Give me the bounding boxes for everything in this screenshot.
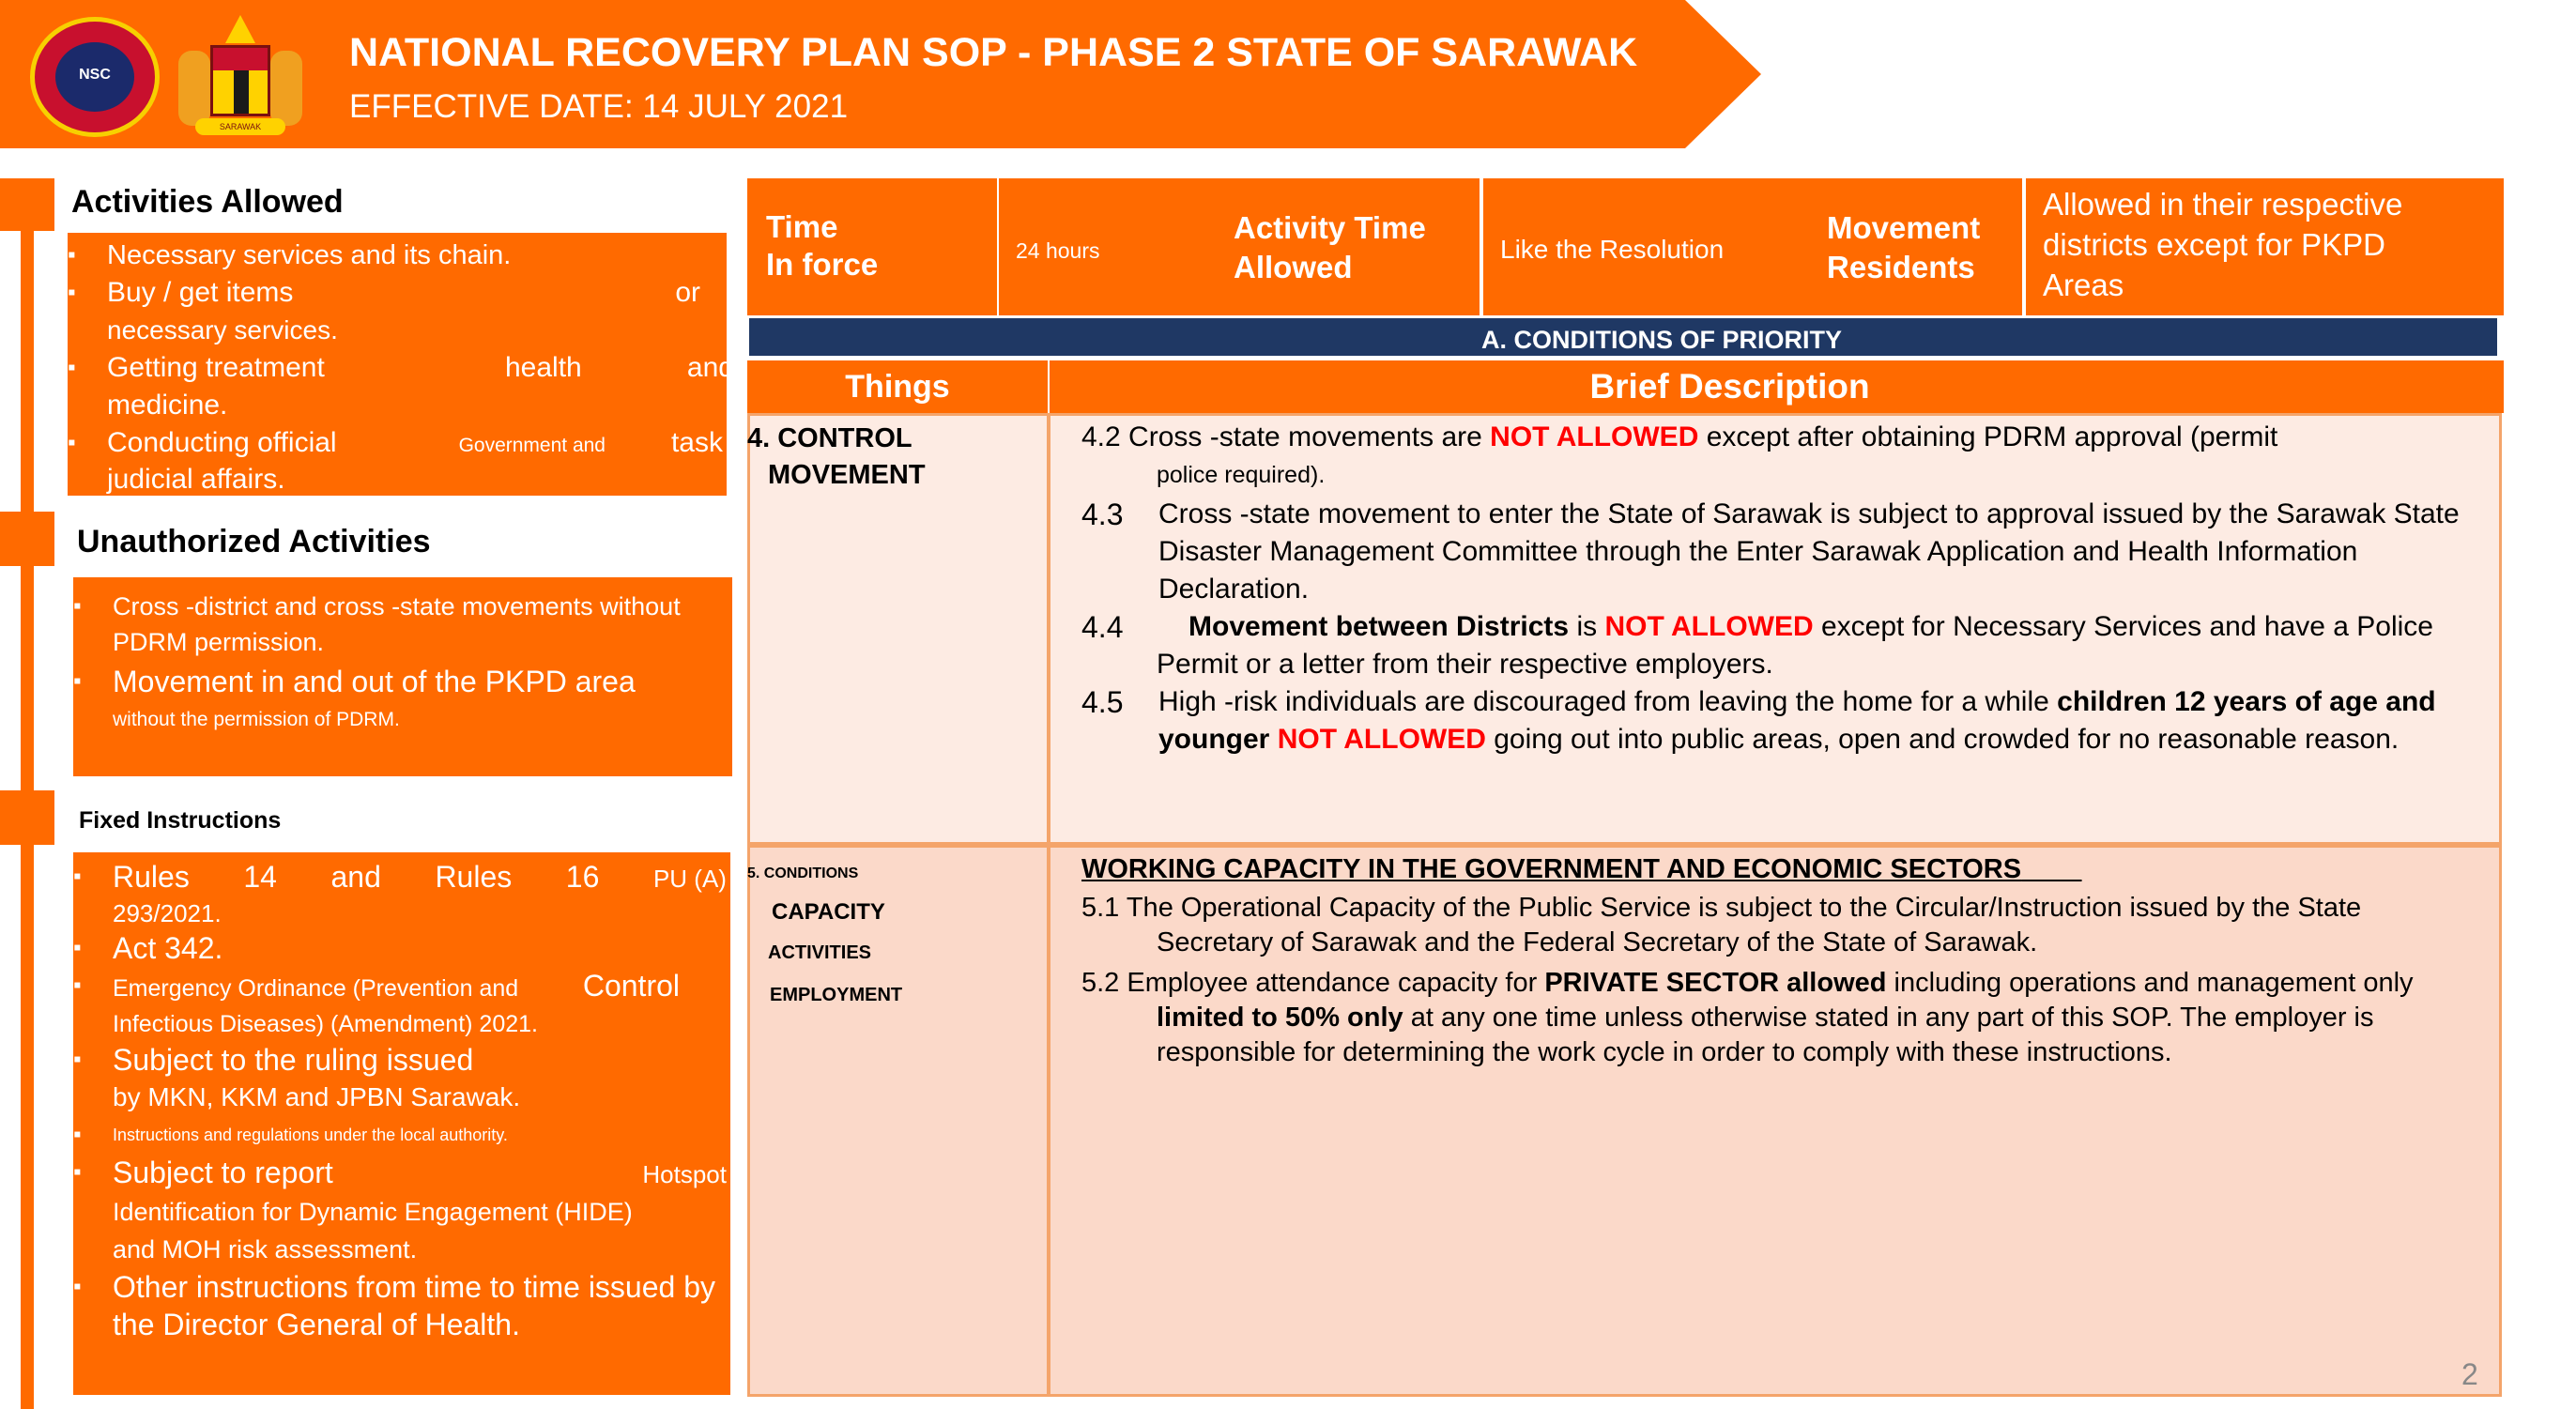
working-capacity-heading: WORKING CAPACITY IN THE GOVERNMENT AND ECONOMIC SECTORS bbox=[1081, 854, 2022, 884]
fixed-item: ▪ Subject to report Hotspot Identification for Dynamic Engagement (HIDE) and MOH risk assessment. bbox=[73, 1154, 727, 1268]
allowed-item: ▪ Conducting official Government and task judicial affairs. bbox=[68, 424, 727, 498]
item-5-1: 5.1 The Operational Capacity of the Public Service is subject to the Circular/Instruction issued by the State Secretary of Sarawak and the Federal Secretary of the State of Sarawak. bbox=[1081, 893, 2362, 957]
nsc-logo-text: NSC bbox=[79, 67, 111, 83]
fixed-item: ▪ Act 342. bbox=[73, 929, 727, 967]
time-in-force-cell bbox=[747, 178, 997, 315]
page-subtitle: EFFECTIVE DATE: 14 JULY 2021 bbox=[349, 88, 849, 125]
things-header: Things bbox=[747, 360, 1048, 413]
item-4-4: 4.4 Movement between Districts is NOT ALLOWED except for Necessary Services and have a Police Permit or a letter from their respective employers. bbox=[1081, 610, 2433, 680]
sarawak-crest-logo bbox=[167, 13, 314, 139]
section-title: A. CONDITIONS OF PRIORITY bbox=[1480, 326, 1842, 354]
crest-ribbon-text: SARAWAK bbox=[195, 118, 285, 135]
unauthorized-box bbox=[73, 577, 732, 776]
in-force-label: In force bbox=[766, 247, 879, 282]
description-header: Brief Description bbox=[1050, 360, 2504, 413]
movement-residents-label: Movement Residents bbox=[1827, 210, 1981, 284]
item-5-2: 5.2 Employee attendance capacity for PRIVATE SECTOR allowed including operations and management only limited to 50% only at any one time unless otherwise stated in any part of this SOP. The employer is responsible for determining the work cycle in order to comply with these instructions. bbox=[1081, 968, 2414, 1067]
time-value: 24 hours bbox=[1016, 238, 1100, 263]
activity-value: Like the Resolution bbox=[1500, 235, 1725, 264]
page-number: 2 bbox=[2461, 1357, 2478, 1391]
activity-value-cell bbox=[1483, 178, 2022, 315]
item-4-5: 4.5 High -risk individuals are discouraged from leaving the home for a while children 12 years of age and younger NOT ALLOWED going out into public areas, open and crowded for no reasonable reason. bbox=[1081, 685, 2436, 755]
row2-description bbox=[1081, 852, 2478, 1070]
allowed-item: ▪ Necessary services and its chain. bbox=[68, 237, 727, 274]
unauthorized-item: ▪ Cross -district and cross -state movements without PDRM permission. bbox=[73, 589, 721, 660]
row1-description bbox=[1081, 419, 2471, 758]
activity-time-label: Activity Time Allowed bbox=[1234, 210, 1426, 284]
allowed-heading: Activities Allowed bbox=[71, 184, 344, 220]
allowed-item: ▪ Buy / get items or necessary services. bbox=[68, 274, 727, 349]
fixed-heading: Fixed Instructions bbox=[79, 807, 282, 834]
fixed-item: ▪ Emergency Ordinance (Prevention and Control Infectious Diseases) (Amendment) 2021. bbox=[73, 967, 727, 1041]
fixed-item: ▪ Rules 14 and Rules 16 PU (A) 293/2021. bbox=[73, 858, 727, 929]
unauthorized-tab bbox=[0, 512, 54, 566]
item-4-2: 4.2 Cross -state movements are NOT ALLOWED except after obtaining PDRM approval (permit police required). bbox=[1081, 421, 2278, 488]
allowed-box bbox=[68, 233, 734, 496]
unauthorized-item: ▪ Movement in and out of the PKPD area without the permission of PDRM. bbox=[73, 662, 721, 739]
fixed-item: ▪ Other instructions from time to time issued by the Director General of Health. bbox=[73, 1268, 727, 1343]
time-label: Time bbox=[766, 209, 838, 244]
allowed-item: ▪ Getting treatment health and medicine. bbox=[68, 349, 727, 424]
row1-thing: 4. CONTROL MOVEMENT bbox=[747, 423, 926, 490]
fixed-item: ▪ Instructions and regulations under the local authority. bbox=[73, 1116, 727, 1154]
unauthorized-heading: Unauthorized Activities bbox=[77, 524, 431, 559]
fixed-item: ▪ Subject to the ruling issued by MKN, KKM and JPBN Sarawak. bbox=[73, 1041, 727, 1116]
movement-value-cell bbox=[2026, 178, 2504, 315]
time-value-cell bbox=[999, 178, 1480, 315]
fixed-tab bbox=[0, 790, 54, 845]
page-title: NATIONAL RECOVERY PLAN SOP - PHASE 2 STATE OF SARAWAK bbox=[349, 30, 1638, 75]
nsc-logo bbox=[30, 17, 160, 137]
movement-value: Allowed in their respective districts except for PKPD Areas bbox=[2043, 187, 2403, 302]
row2-thing: 5. CONDITIONS CAPACITY ACTIVITIES EMPLOYMENT bbox=[747, 865, 903, 1005]
item-4-3: 4.3 Cross -state movement to enter the State of Sarawak is subject to approval issued by the Sarawak State Disaster Management Committee through the Enter Sarawak Application and Health Information Declaration. bbox=[1081, 498, 2460, 605]
allowed-tab bbox=[0, 178, 54, 231]
fixed-box bbox=[73, 852, 730, 1395]
